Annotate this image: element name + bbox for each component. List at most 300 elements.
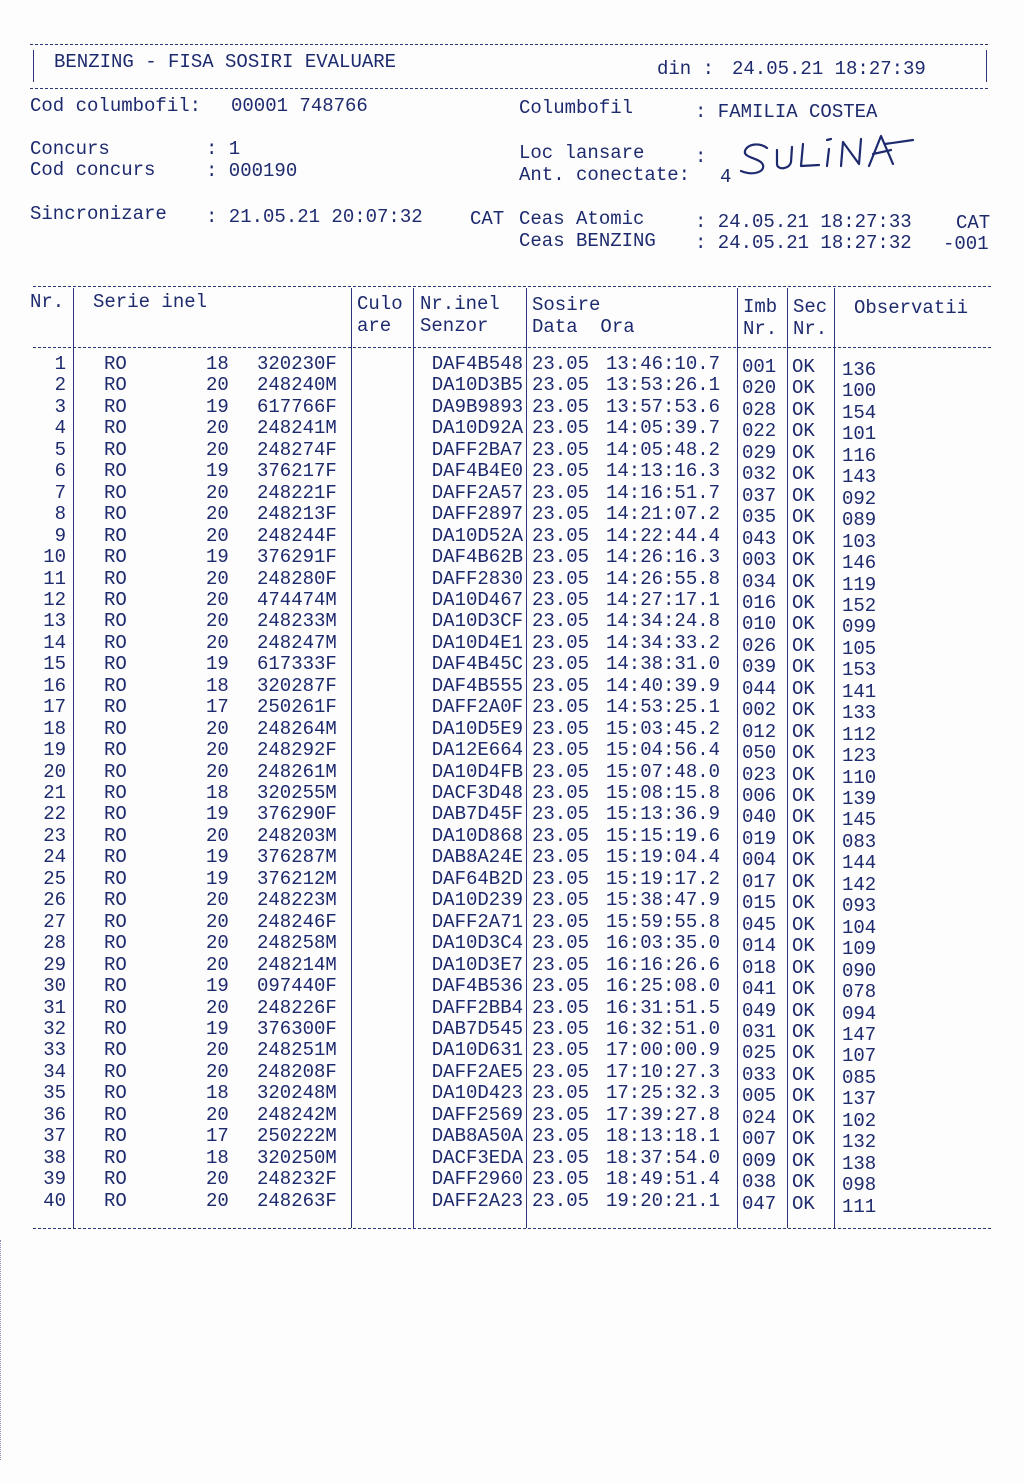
cell-year: 18 (206, 1082, 229, 1105)
cell-sec: OK (792, 1106, 815, 1129)
col-header-nr: Nr. (30, 291, 65, 313)
cell-imb: 031 (742, 1020, 777, 1043)
cell-sec: OK (792, 656, 815, 679)
cell-observatii: 132 (842, 1131, 877, 1154)
cell-country: RO (104, 803, 127, 826)
cell-sec: OK (792, 1149, 815, 1172)
cell-observatii: 078 (842, 981, 877, 1004)
cell-date: 23.05 (532, 1125, 590, 1148)
handwritten-sulina (735, 130, 935, 182)
cell-nr: 25 (43, 867, 66, 890)
cell-time: 15:15:19.6 (606, 824, 721, 847)
cell-imb: 032 (742, 463, 777, 486)
cell-country: RO (104, 653, 127, 676)
cell-date: 23.05 (532, 1146, 590, 1169)
cell-imb: 002 (742, 699, 777, 722)
ceas-atomic-label: Ceas Atomic (519, 208, 645, 230)
ant-conectate-value: 4 (720, 166, 732, 188)
cell-date: 23.05 (532, 567, 590, 590)
scan-edge-mark (0, 1240, 4, 1460)
cell-observatii: 139 (842, 788, 877, 810)
cell-sensor: DAFF2830 (431, 567, 523, 590)
cell-year: 20 (206, 588, 229, 611)
cell-sensor: DAFF2569 (431, 1103, 523, 1126)
cell-date: 23.05 (532, 975, 590, 998)
cell-sensor: DA10D239 (431, 889, 523, 912)
col-header-culoare-1: Culo (357, 293, 403, 315)
cell-sensor: DA10D92A (431, 417, 523, 440)
cell-time: 14:16:51.7 (606, 481, 721, 504)
cell-date: 23.05 (532, 631, 590, 654)
loc-lansare-label: Loc lansare (519, 142, 645, 164)
cell-observatii: 123 (842, 745, 877, 768)
cell-nr: 21 (43, 782, 66, 804)
header-top-rule (30, 44, 988, 45)
cell-nr: 24 (43, 846, 66, 869)
cell-year: 20 (206, 996, 229, 1019)
cell-imb: 020 (742, 377, 777, 400)
cell-time: 15:19:04.4 (606, 846, 721, 869)
cell-observatii: 112 (842, 723, 877, 746)
cell-ring: 250222M (257, 1125, 337, 1148)
cell-country: RO (104, 975, 127, 998)
cell-date: 23.05 (532, 674, 590, 697)
cell-year: 17 (206, 696, 229, 719)
cell-observatii: 152 (842, 594, 877, 617)
cell-date: 23.05 (532, 588, 590, 611)
cell-sec: OK (792, 827, 815, 850)
cell-time: 14:26:16.3 (606, 546, 721, 569)
cell-country: RO (104, 1060, 127, 1083)
col-sep-imb (787, 288, 788, 1228)
cell-nr: 28 (43, 932, 66, 955)
cell-time: 13:46:10.7 (606, 353, 721, 375)
cell-year: 20 (206, 1189, 229, 1212)
col-header-imb-1: Imb (743, 296, 778, 318)
cell-sensor: DAFF2A57 (431, 481, 523, 504)
cell-country: RO (104, 739, 127, 762)
cell-imb: 039 (742, 656, 777, 679)
cell-ring: 248247M (257, 631, 337, 654)
cell-sensor: DAFF2BA7 (431, 438, 523, 461)
cell-sec: OK (792, 484, 815, 507)
cell-sec: OK (792, 935, 815, 958)
cell-sensor: DAFF2897 (431, 503, 523, 526)
cell-nr: 15 (43, 653, 66, 676)
cell-nr: 3 (54, 395, 66, 418)
ceas-benzing-diff: -001 (943, 233, 989, 255)
report-date-label: din : (657, 58, 715, 80)
cell-observatii: 116 (842, 444, 877, 467)
cell-imb: 038 (742, 1171, 777, 1194)
cell-year: 20 (206, 1039, 229, 1062)
cell-ring: 248261M (257, 760, 337, 783)
cell-sec: OK (792, 570, 815, 593)
col-header-imb-2: Nr. (743, 318, 778, 340)
cell-year: 19 (206, 460, 229, 483)
cell-nr: 29 (43, 953, 66, 976)
cell-sensor: DAFF2A23 (431, 1189, 523, 1212)
cell-time: 15:04:56.4 (606, 739, 721, 762)
cell-observatii: 093 (842, 895, 877, 918)
cell-nr: 17 (43, 696, 66, 719)
cell-time: 13:57:53.6 (606, 395, 721, 418)
cell-country: RO (104, 1017, 127, 1040)
cell-date: 23.05 (532, 932, 590, 955)
cell-nr: 38 (43, 1146, 66, 1169)
cell-time: 19:20:21.1 (606, 1189, 721, 1212)
cell-ring: 376217F (257, 460, 337, 483)
cell-ring: 248264M (257, 717, 337, 740)
cell-date: 23.05 (532, 481, 590, 504)
cell-date: 23.05 (532, 1168, 590, 1191)
cell-ring: 320287F (257, 674, 337, 697)
cell-sec: OK (792, 1085, 815, 1108)
cell-sensor: DA10D3C4 (431, 932, 523, 955)
cell-observatii: 094 (842, 1002, 877, 1025)
cell-nr: 40 (43, 1189, 66, 1212)
cell-time: 16:16:26.6 (606, 953, 721, 976)
cell-nr: 30 (43, 975, 66, 998)
cell-nr: 14 (43, 631, 66, 654)
cell-year: 20 (206, 610, 229, 633)
cell-time: 15:19:17.2 (606, 867, 721, 890)
cell-country: RO (104, 588, 127, 611)
cell-year: 20 (206, 1168, 229, 1191)
cell-observatii: 143 (842, 466, 877, 489)
cell-country: RO (104, 481, 127, 504)
cell-year: 20 (206, 889, 229, 912)
cell-imb: 016 (742, 591, 777, 614)
col-header-nr-inel-1: Nr.inel (420, 293, 500, 315)
col-header-sec-2: Nr. (793, 318, 828, 340)
header-bottom-rule (30, 88, 988, 89)
cell-nr: 37 (43, 1125, 66, 1148)
cell-year: 17 (206, 1125, 229, 1148)
cell-time: 15:07:48.0 (606, 760, 721, 783)
cell-sensor: DAF64B2D (431, 867, 523, 890)
cell-imb: 010 (742, 613, 777, 636)
cell-ring: 248241M (257, 417, 337, 440)
cell-sensor: DA10D868 (431, 824, 523, 847)
cell-date: 23.05 (532, 846, 590, 869)
cell-imb: 005 (742, 1085, 777, 1108)
cell-sensor: DAF4B555 (431, 674, 523, 697)
cell-ring: 248232F (257, 1168, 337, 1191)
cell-sec: OK (792, 677, 815, 700)
cell-date: 23.05 (532, 417, 590, 440)
cell-observatii: 090 (842, 959, 877, 982)
cell-time: 16:25:08.0 (606, 975, 721, 998)
cell-observatii: 105 (842, 637, 877, 660)
cell-ring: 248223M (257, 889, 337, 912)
cell-observatii: 085 (842, 1066, 877, 1089)
cell-year: 20 (206, 1060, 229, 1083)
cell-imb: 044 (742, 677, 777, 700)
cell-date: 23.05 (532, 1189, 590, 1212)
cell-nr: 11 (43, 567, 66, 590)
cell-imb: 018 (742, 956, 777, 979)
cell-nr: 12 (43, 588, 66, 611)
cell-observatii: 142 (842, 873, 877, 896)
cell-observatii: 147 (842, 1023, 877, 1046)
cell-date: 23.05 (532, 524, 590, 547)
cell-ring: 248263F (257, 1189, 337, 1212)
cell-time: 18:49:51.4 (606, 1168, 721, 1191)
cell-sensor: DA10D52A (431, 524, 523, 547)
cell-date: 23.05 (532, 438, 590, 461)
cell-observatii: 136 (842, 359, 877, 381)
cell-time: 13:53:26.1 (606, 374, 721, 397)
cell-time: 14:34:24.8 (606, 610, 721, 633)
cell-nr: 5 (54, 438, 66, 461)
cell-ring: 617333F (257, 653, 337, 676)
cell-observatii: 145 (842, 809, 877, 832)
cell-country: RO (104, 760, 127, 783)
cell-year: 20 (206, 1103, 229, 1126)
cell-sec: OK (792, 1171, 815, 1194)
cell-country: RO (104, 438, 127, 461)
cell-country: RO (104, 546, 127, 569)
cell-ring: 250261F (257, 696, 337, 719)
cell-observatii: 110 (842, 766, 877, 789)
cell-sec: OK (792, 763, 815, 786)
cell-sec: OK (792, 785, 815, 807)
cell-ring: 248292F (257, 739, 337, 762)
cell-nr: 22 (43, 803, 66, 826)
cell-nr: 16 (43, 674, 66, 697)
cell-ring: 248251M (257, 1039, 337, 1062)
cell-ring: 097440F (257, 975, 337, 998)
cell-imb: 028 (742, 398, 777, 421)
cell-ring: 320250M (257, 1146, 337, 1169)
cell-observatii: 098 (842, 1174, 877, 1197)
cell-country: RO (104, 953, 127, 976)
cell-imb: 014 (742, 935, 777, 958)
cell-country: RO (104, 395, 127, 418)
cell-sec: OK (792, 463, 815, 486)
cell-nr: 18 (43, 717, 66, 740)
cell-imb: 012 (742, 720, 777, 743)
cell-sensor: DACF3D48 (431, 782, 523, 804)
cell-nr: 35 (43, 1082, 66, 1105)
cell-ring: 320230F (257, 353, 337, 375)
cell-sec: OK (792, 870, 815, 893)
cell-year: 20 (206, 481, 229, 504)
cell-time: 15:59:55.8 (606, 910, 721, 933)
cell-sensor: DAFF2A0F (431, 696, 523, 719)
cell-date: 23.05 (532, 824, 590, 847)
cell-sec: OK (792, 1192, 815, 1215)
cell-sensor: DA10D3CF (431, 610, 523, 633)
cell-ring: 248213F (257, 503, 337, 526)
cell-time: 15:03:45.2 (606, 717, 721, 740)
cell-nr: 6 (54, 460, 66, 483)
cell-sec: OK (792, 356, 815, 378)
cell-sec: OK (792, 441, 815, 464)
cell-nr: 8 (54, 503, 66, 526)
cell-date: 23.05 (532, 910, 590, 933)
cell-ring: 376212M (257, 867, 337, 890)
cell-date: 23.05 (532, 996, 590, 1019)
cell-date: 23.05 (532, 353, 590, 375)
cell-country: RO (104, 503, 127, 526)
cell-sensor: DAB8A24E (431, 846, 523, 869)
sincronizare-zone: CAT (470, 208, 505, 230)
cell-sec: OK (792, 720, 815, 743)
cell-year: 19 (206, 846, 229, 869)
cell-year: 18 (206, 782, 229, 804)
cell-year: 20 (206, 567, 229, 590)
cell-time: 14:13:16.3 (606, 460, 721, 483)
cell-ring: 248244F (257, 524, 337, 547)
cell-country: RO (104, 1125, 127, 1148)
cell-sec: OK (792, 699, 815, 722)
cell-year: 18 (206, 674, 229, 697)
cell-date: 23.05 (532, 889, 590, 912)
cell-date: 23.05 (532, 696, 590, 719)
cell-date: 23.05 (532, 717, 590, 740)
cell-ring: 376287M (257, 846, 337, 869)
cell-country: RO (104, 1168, 127, 1191)
cell-nr: 27 (43, 910, 66, 933)
cell-sec: OK (792, 978, 815, 1001)
table-bottom-rule (33, 1228, 991, 1229)
table-header-rule (33, 347, 991, 348)
cell-nr: 2 (54, 374, 66, 397)
cell-sec: OK (792, 549, 815, 572)
cell-year: 20 (206, 953, 229, 976)
cell-sensor: DAFF2960 (431, 1168, 523, 1191)
cell-observatii: 138 (842, 1152, 877, 1175)
cell-ring: 248280F (257, 567, 337, 590)
cell-imb: 026 (742, 634, 777, 657)
cell-observatii: 101 (842, 423, 877, 446)
cell-nr: 26 (43, 889, 66, 912)
cell-ring: 248226F (257, 996, 337, 1019)
cell-time: 14:38:31.0 (606, 653, 721, 676)
cell-sensor: DA10D4E1 (431, 631, 523, 654)
cell-imb: 049 (742, 999, 777, 1022)
cell-imb: 040 (742, 806, 777, 829)
cell-year: 20 (206, 760, 229, 783)
cell-year: 20 (206, 438, 229, 461)
cell-year: 20 (206, 524, 229, 547)
cell-time: 14:05:39.7 (606, 417, 721, 440)
cell-imb: 025 (742, 1042, 777, 1065)
cell-sensor: DA10D3B5 (431, 374, 523, 397)
cell-sensor: DA12E664 (431, 739, 523, 762)
cell-imb: 007 (742, 1128, 777, 1151)
cell-sensor: DAF4B4E0 (431, 460, 523, 483)
cell-observatii: 141 (842, 680, 877, 703)
cell-observatii: 103 (842, 530, 877, 553)
cell-sec: OK (792, 1128, 815, 1151)
cell-sec: OK (792, 613, 815, 636)
cell-ring: 320255M (257, 782, 337, 804)
cell-imb: 022 (742, 420, 777, 443)
cell-sensor: DACF3EDA (431, 1146, 523, 1169)
cell-date: 23.05 (532, 803, 590, 826)
cell-country: RO (104, 1103, 127, 1126)
cell-sensor: DA10D423 (431, 1082, 523, 1105)
ceas-benzing-value: : 24.05.21 18:27:32 (695, 232, 912, 254)
cell-time: 16:31:51.5 (606, 996, 721, 1019)
cell-sensor: DAFF2AE5 (431, 1060, 523, 1083)
cell-sensor: DAFF2A71 (431, 910, 523, 933)
cell-date: 23.05 (532, 546, 590, 569)
cell-sec: OK (792, 398, 815, 421)
cell-ring: 248214M (257, 953, 337, 976)
cell-country: RO (104, 1082, 127, 1105)
cell-time: 14:22:44.4 (606, 524, 721, 547)
cell-imb: 023 (742, 763, 777, 786)
cell-date: 23.05 (532, 503, 590, 526)
col-header-serie-inel: Serie inel (93, 291, 208, 313)
cell-time: 17:25:32.3 (606, 1082, 721, 1105)
cell-imb: 043 (742, 527, 777, 550)
cell-sensor: DA10D631 (431, 1039, 523, 1062)
cell-imb: 024 (742, 1106, 777, 1129)
cell-country: RO (104, 932, 127, 955)
cell-imb: 037 (742, 484, 777, 507)
cell-date: 23.05 (532, 653, 590, 676)
cell-date: 23.05 (532, 1017, 590, 1040)
cell-country: RO (104, 374, 127, 397)
col-sep-senzor (526, 288, 527, 1228)
cell-ring: 376300F (257, 1017, 337, 1040)
cell-observatii: 102 (842, 1109, 877, 1132)
cod-columbofil-label: Cod columbofil: (30, 95, 202, 117)
cell-country: RO (104, 717, 127, 740)
cod-concurs-value: : 000190 (206, 160, 298, 182)
cell-country: RO (104, 631, 127, 654)
table-top-rule (33, 286, 991, 287)
cell-year: 20 (206, 824, 229, 847)
cell-date: 23.05 (532, 782, 590, 804)
header-left-border (33, 50, 34, 82)
col-header-culoare-2: are (357, 315, 392, 337)
cell-sensor: DA10D3E7 (431, 953, 523, 976)
cell-date: 23.05 (532, 610, 590, 633)
cell-imb: 029 (742, 441, 777, 464)
cod-columbofil-value: 00001 748766 (231, 95, 368, 117)
cell-sec: OK (792, 806, 815, 829)
cell-time: 14:27:17.1 (606, 588, 721, 611)
concurs-label: Concurs (30, 138, 110, 160)
cell-imb: 003 (742, 549, 777, 572)
cell-time: 14:53:25.1 (606, 696, 721, 719)
cell-sec: OK (792, 892, 815, 915)
col-sep-nr (73, 288, 74, 1228)
loc-lansare-colon: : (695, 146, 707, 168)
concurs-value: : 1 (206, 138, 241, 160)
cell-nr: 19 (43, 739, 66, 762)
cell-sensor: DA9B9893 (431, 395, 523, 418)
cell-date: 23.05 (532, 867, 590, 890)
cell-sensor: DAB7D545 (431, 1017, 523, 1040)
cell-country: RO (104, 889, 127, 912)
cell-time: 14:21:07.2 (606, 503, 721, 526)
cell-sec: OK (792, 1042, 815, 1065)
cell-year: 19 (206, 653, 229, 676)
cell-imb: 033 (742, 1063, 777, 1086)
cell-nr: 32 (43, 1017, 66, 1040)
cell-observatii: 104 (842, 916, 877, 939)
cell-time: 15:08:15.8 (606, 782, 721, 804)
cell-time: 18:13:18.1 (606, 1125, 721, 1148)
cell-imb: 017 (742, 870, 777, 893)
